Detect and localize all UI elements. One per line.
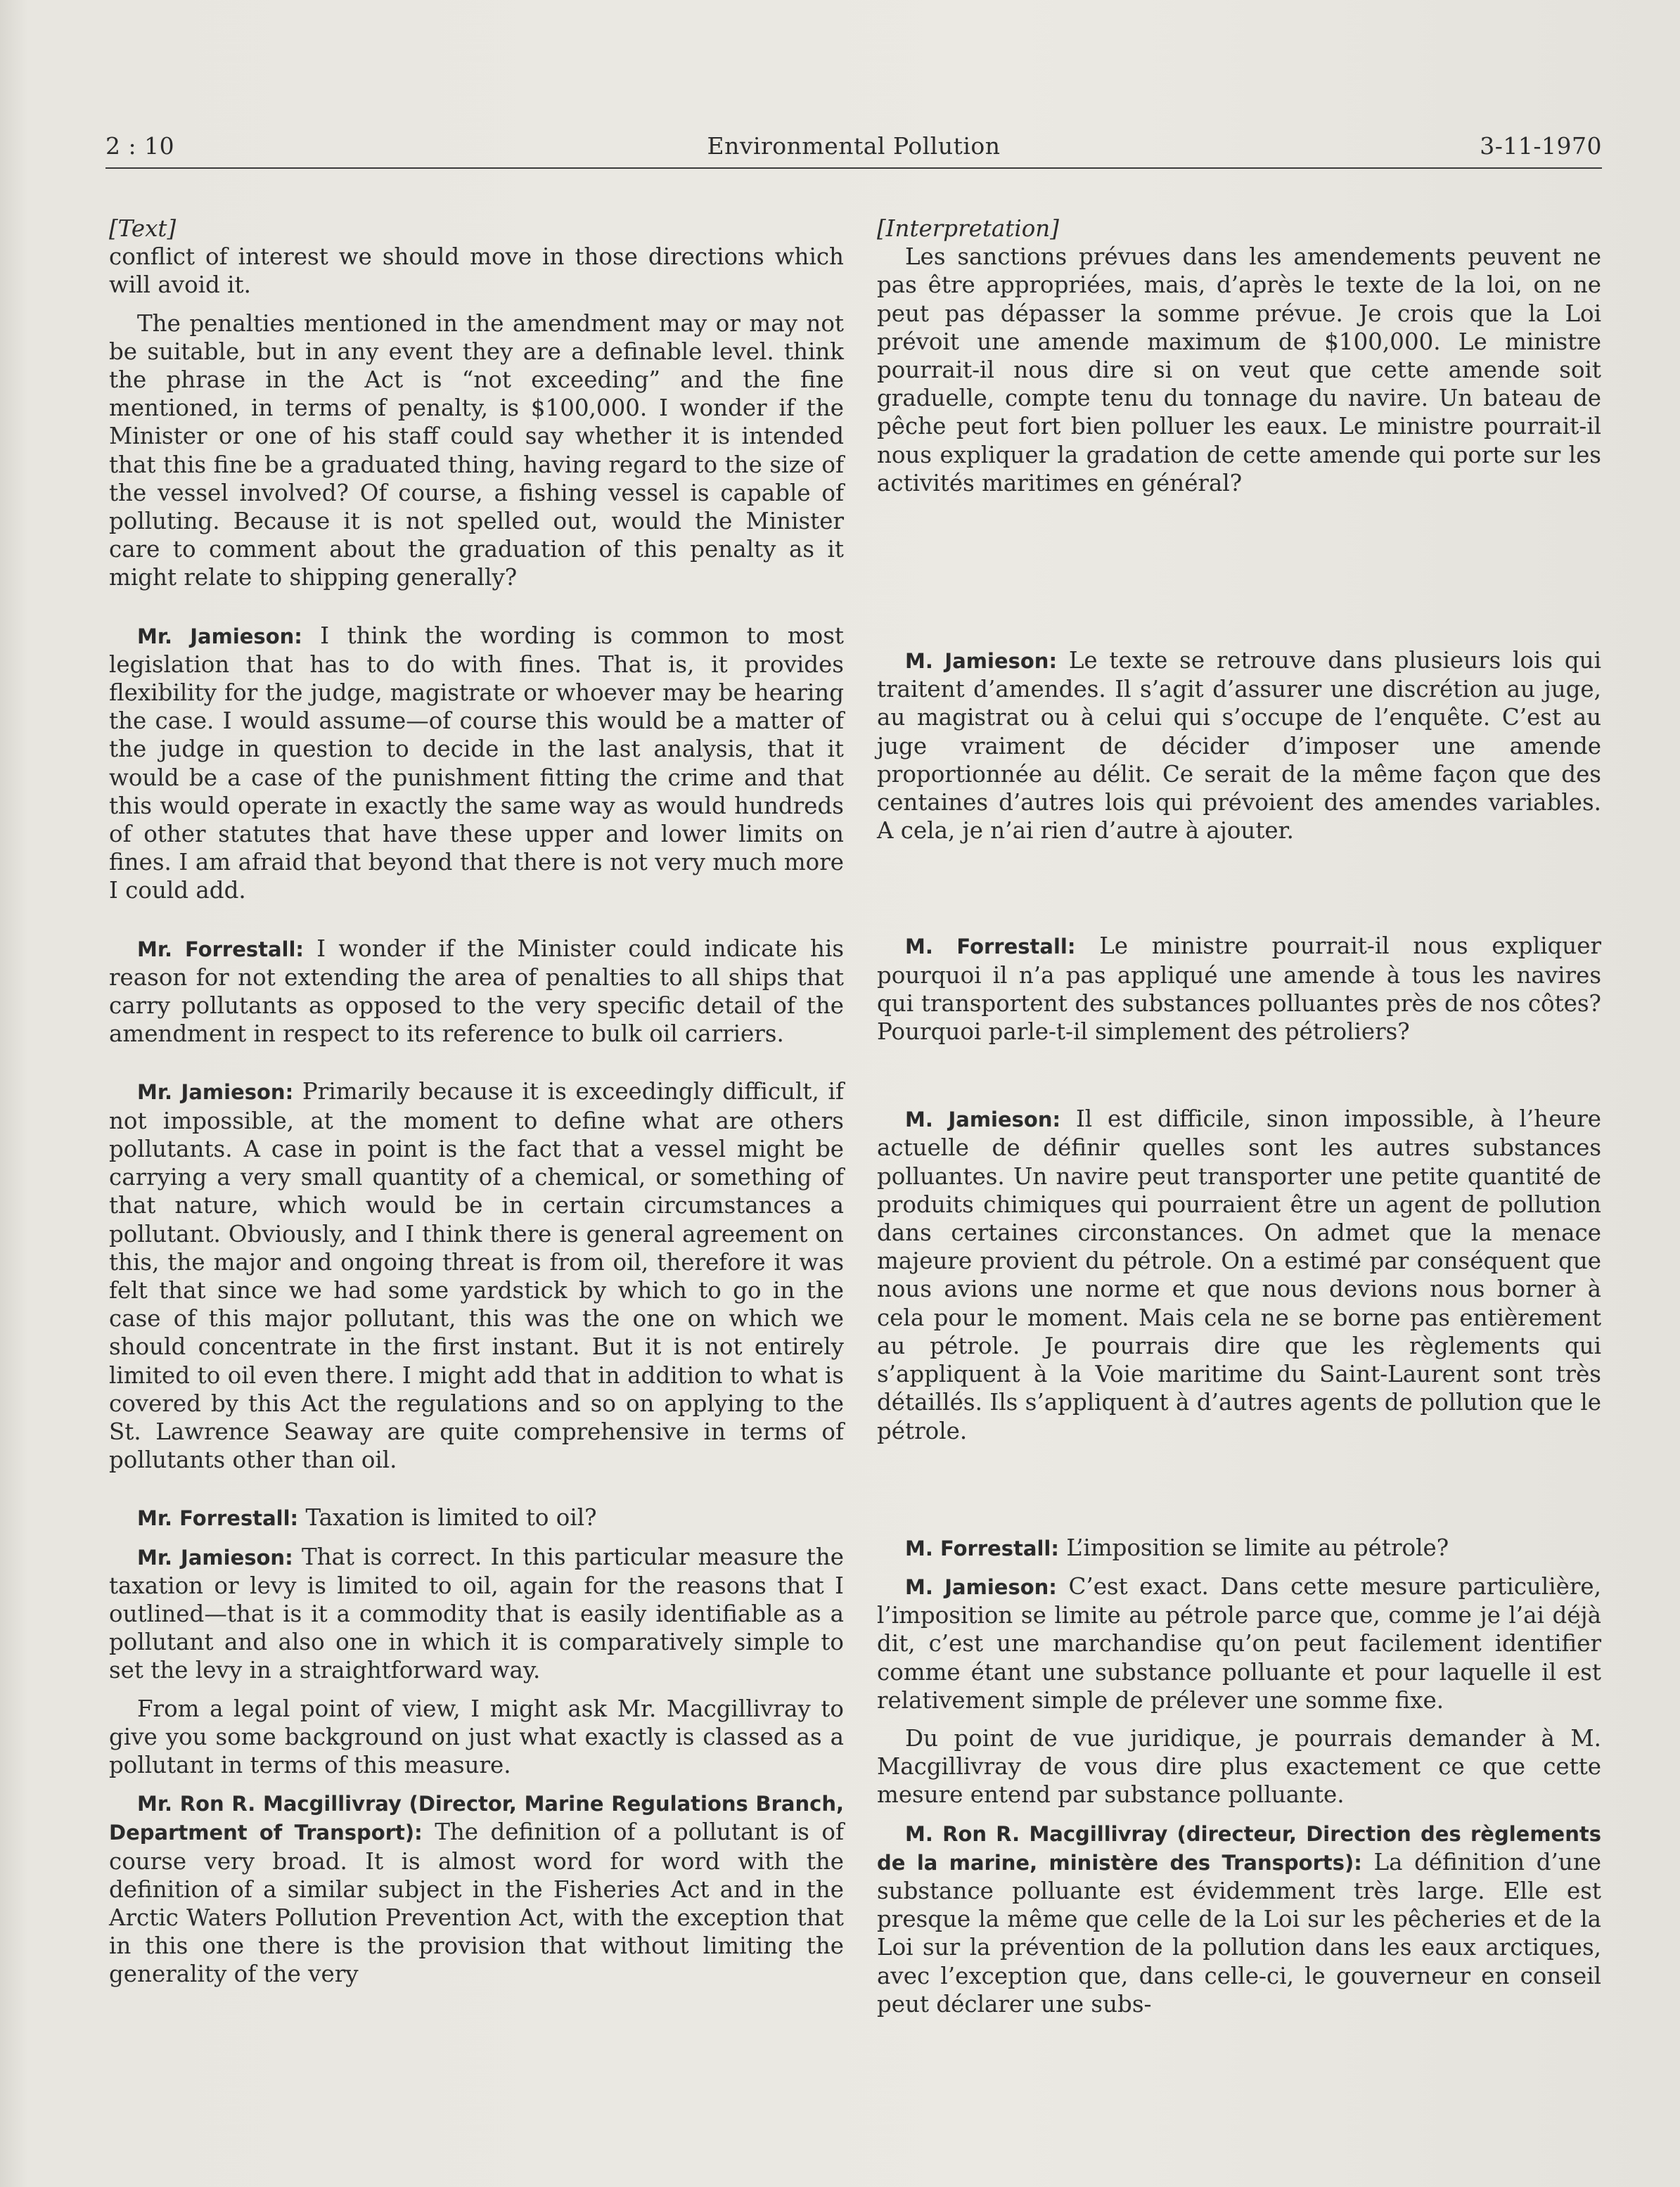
speaker-name: M. Ron R. Macgillivray (directeur, Direction des règlements de la marine, ministère des Transports): [877, 1821, 1601, 1875]
page-title: Environmental Pollution [707, 132, 1001, 160]
section-label: [Interpretation] [877, 215, 1059, 242]
paragraph: Les sanctions prévues dans les amendements peuvent ne pas être appropriées, mais, d’après le texte de la loi, on ne peut pas dépasser la somme prévue. Je crois que la Loi prévoit une amende maximum de $100,000. Le ministre pourrait-il nous dire si on veut que cette amende soit graduelle, compte tenu du tonnage du navire. Un bateau de pêche peut fort bien polluer les eaux. Le ministre pourrait-il nous expliquer la gradation de cette amende qui porte sur les activités maritimes en général? [877, 243, 1601, 496]
speaker-paragraph: M. Jamieson: Le texte se retrouve dans plusieurs lois qui traitent d’amendes. Il s’agit d’assurer une discrétion au juge, au magistrat ou à celui qui s’occupe de l’enquête. C’est au juge vraiment de décider d’imposer une amende proportionnée au délit. Ce serait de la même façon que des centaines d’autres lois qui prévoient des amendes variables. A cela, je n’ai rien d’autre à ajouter. [877, 647, 1601, 845]
speaker-name: Mr. Forrestall: [137, 1506, 299, 1531]
speaker-paragraph: Mr. Ron R. Macgillivray (Director, Marine Regulations Branch, Department of Transport): The definition of a pollutant is of course very broad. It is almost word for word with the definition of a similar subject in the Fisheries Act and in the Arctic Waters Pollution Prevention Act, with the exception that in this one there is the provision that without limiting the generality of the very [109, 1792, 845, 1988]
speaker-paragraph: M. Jamieson: Il est difficile, sinon impossible, à l’heure actuelle de définir quelles sont les autres substances polluantes. Un navire peut transporter une petite quantité de produits chimiques qui pourraient être un agent de pollution dans certaines circonstances. On admet que la menace majeure provient du pétrole. On a estimé par conséquent que nous avions une norme et que nous devions nous borner à cela pour le moment. Mais cela ne se borne pas entièrement au pétrole. Je pourrais dire que les règlements qui s’appliquent à la Voie maritime du Saint-Laurent sont très détaillés. Ils s’appliquent à d’autres agents de pollution que le pétrole. [877, 1105, 1602, 1444]
header-date: 3-11-1970 [1480, 132, 1602, 160]
speaker-name: M. Forrestall: [905, 1536, 1059, 1560]
speaker-paragraph: Mr. Jamieson: Primarily because it is exceedingly difficult, if not impossible, at the moment to define what are others pollutants. A case in point is the fact that a vessel might be carrying a very small quantity of a chemical, or something of that nature, which would be in certain circumstances a pollutant. Obviously, and I think there is general agreement on this, the major and ongoing threat is from oil, therefore it was felt that since we had some yardstick by which to go in the case of this major pollutant, this was the one on which we should concentrate in the first instant. But it is not entirely limited to oil even there. I might add that in addition to what is covered by this Act the regulations and so on applying to the St. Lawrence Seaway are quite comprehensive in terms of pollutants other than oil. [109, 1078, 844, 1474]
speaker-name: Mr. Jamieson: [137, 1080, 294, 1105]
french-column [877, 214, 1601, 2018]
speaker-name: Mr. Jamieson: [137, 624, 302, 648]
speaker-name: M. Jamieson: [905, 649, 1058, 674]
speaker-paragraph: M. Forrestall: L’imposition se limite au pétrole? [905, 1534, 1449, 1561]
speaker-name: Mr. Jamieson: [137, 1545, 293, 1570]
speaker-name: Mr. Ron R. Macgillivray (Director, Marine Regulations Branch, Department of Transport): [109, 1792, 844, 1845]
paragraph: conflict of interest we should move in those directions which will avoid it. [109, 243, 844, 299]
paragraph: The penalties mentioned in the amendment may or may not be suitable, but in any event they are a definable level. think the phrase in the Act is “not exceeding” and the fine mentioned, in terms of penalty, is $100,000. I wonder if the Minister or one of his staff could say whether it is intended that this fine be a graduated thing, having regard to the size of the vessel involved? Of course, a fishing vessel is capable of polluting. Because it is not spelled out, would the Minister care to comment about the graduation of this penalty as it might relate to shipping generally? [109, 309, 844, 591]
running-header [105, 132, 1602, 166]
speaker-name: Mr. Forrestall: [137, 937, 304, 961]
speaker-paragraph: M. Forrestall: Le ministre pourrait-il nous expliquer pourquoi il n’a pas appliqué une amende à tous les navires qui transportent des substances polluantes près de nos côtes? Pourquoi parle-t-il simplement des pétroliers? [877, 932, 1601, 1046]
header-rule [105, 167, 1602, 169]
speaker-paragraph: M. Ron R. Macgillivray (directeur, Direction des règlements de la marine, ministère des Transports): La définition d’une substance polluante est évidemment très large. Elle est presque la même que celle de la Loi sur les pêcheries et de la Loi sur la prévention de la pollution dans les eaux arctiques, avec l’exception que, dans celle-ci, le gouverneur en conseil peut déclarer une subs- [877, 1821, 1601, 2018]
paragraph: Du point de vue juridique, je pourrais demander à M. Macgillivray de vous dire plus exactement ce que cette mesure entend par substance polluante. [877, 1724, 1601, 1809]
paragraph: From a legal point of view, I might ask Mr. Macgillivray to give you some background on just what exactly is classed as a pollutant in terms of this measure. [109, 1695, 844, 1778]
page-number: 2 : 10 [105, 132, 175, 160]
speaker-paragraph: Mr. Forrestall: I wonder if the Minister could indicate his reason for not extending the area of penalties to all ships that carry pollutants as opposed to the very specific detail of the amendment in respect to its reference to bulk oil carriers. [109, 935, 845, 1048]
speaker-paragraph: Mr. Forrestall: Taxation is limited to oil? [137, 1504, 597, 1532]
speaker-paragraph: Mr. Jamieson: That is correct. In this particular measure the taxation or levy is limited to oil, again for the reasons that I outlined—that is it a commodity that is easily identifiable as a pollutant and also one in which it is comparatively simple to set the levy in a straightforward way. [109, 1543, 844, 1684]
speaker-name: M. Jamieson: [905, 1108, 1061, 1132]
speaker-name: M. Forrestall: [905, 935, 1076, 959]
section-label: [Text] [109, 215, 177, 242]
speaker-paragraph: Mr. Jamieson: I think the wording is common to most legislation that has to do with fines. That is, it provides flexibility for the judge, magistrate or whoever may be hearing the case. I would assume—of course this would be a matter of the judge in question to decide in the last analysis, that it would be a case of the punishment fitting the crime and that this would operate in exactly the same way as would hundreds of other statutes that have these upper and lower limits on fines. I am afraid that beyond that there is not very much more I could add. [109, 622, 844, 904]
speaker-paragraph: M. Jamieson: C’est exact. Dans cette mesure particulière, l’imposition se limite au pétrole parce que, comme je l’ai déjà dit, c’est une marchandise qu’on peut facilement identifier comme étant une substance polluante et pour laquelle il est relativement simple de prélever une somme fixe. [877, 1572, 1601, 1714]
english-column [109, 214, 844, 1989]
speaker-name: M. Jamieson: [905, 1574, 1057, 1599]
